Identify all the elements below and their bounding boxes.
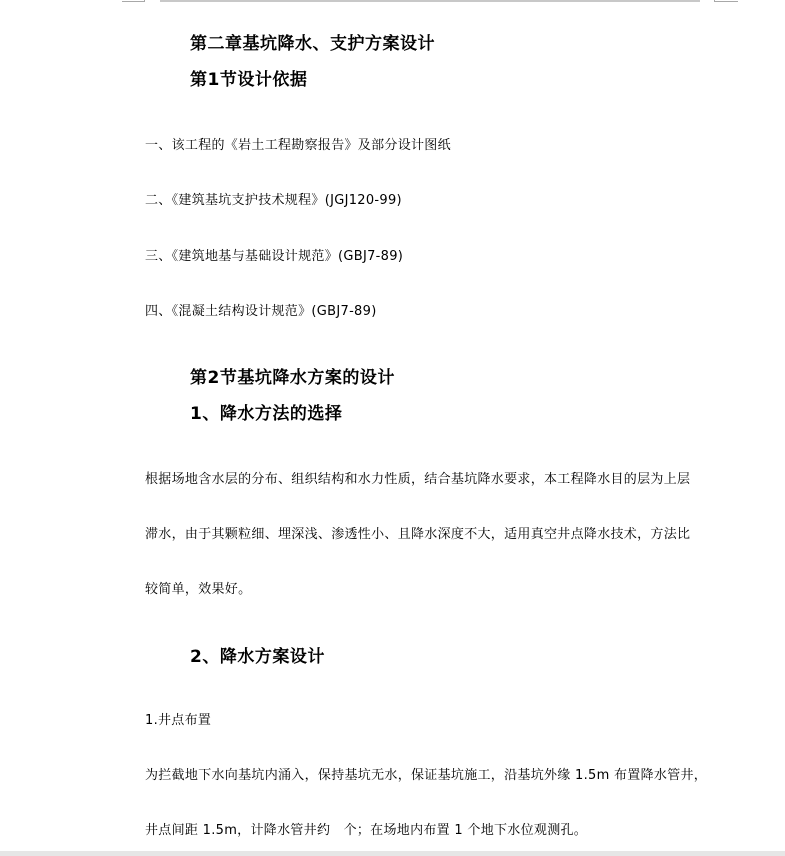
basis-item: 四、《混凝土结构设计规范》(GBJ7-89) [145, 304, 377, 319]
section-title: 第2节基坑降水方案的设计 [190, 368, 395, 388]
basis-item: 二、《建筑基坑支护技术规程》(JGJ120-99) [145, 193, 402, 208]
page-top-edge [160, 0, 700, 2]
item-title: 1.井点布置 [145, 713, 212, 728]
paragraph-line: 较简单，效果好。 [145, 582, 252, 597]
paragraph-line: 滞水，由于其颗粒细、埋深浅、渗透性小、且降水深度不大，适用真空井点降水技术，方法比 [145, 527, 691, 542]
crop-mark-top-right [714, 1, 738, 2]
paragraph-line: 为拦截地下水向基坑内涌入，保持基坑无水，保证基坑施工，沿基坑外缘 1.5m 布置降水管井， [145, 768, 708, 783]
page-bottom-edge [0, 851, 785, 856]
crop-mark-top-right-v [714, 0, 715, 2]
subsection-title: 1、降水方法的选择 [190, 404, 343, 424]
basis-item: 三、《建筑地基与基础设计规范》(GBJ7-89) [145, 249, 404, 264]
section-title: 第1节设计依据 [190, 70, 308, 90]
crop-mark-top-left [122, 1, 144, 2]
paragraph-line: 根据场地含水层的分布、组织结构和水力性质，结合基坑降水要求，本工程降水目的层为上层 [145, 472, 691, 487]
chapter-title: 第二章基坑降水、支护方案设计 [190, 34, 435, 54]
crop-mark-top-left-v [144, 0, 145, 2]
basis-item: 一、该工程的《岩土工程勘察报告》及部分设计图纸 [145, 138, 451, 153]
paragraph-line: 井点间距 1.5m，计降水管井约 个；在场地内布置 1 个地下水位观测孔。 [145, 823, 588, 838]
subsection-title: 2、降水方案设计 [190, 647, 325, 667]
